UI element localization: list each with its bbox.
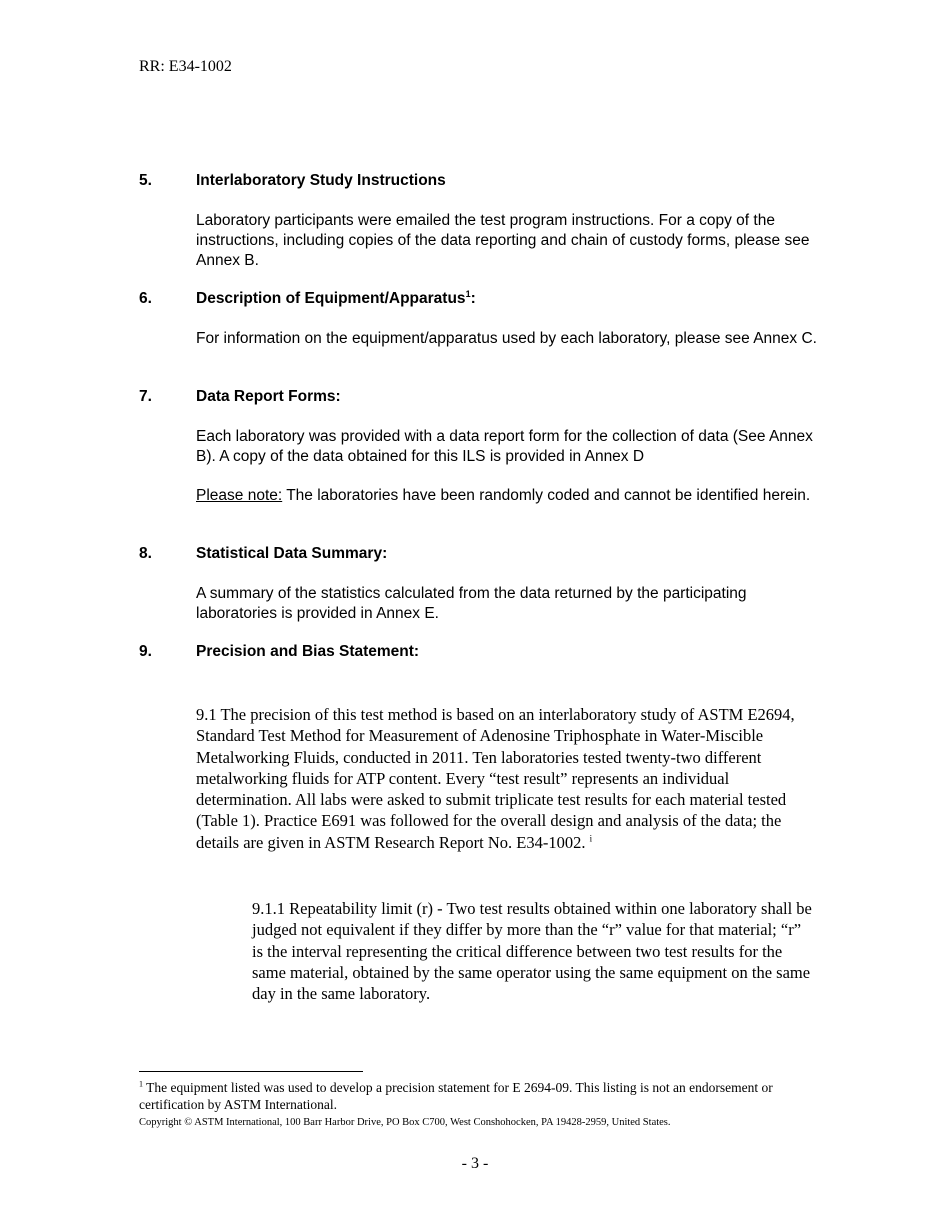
footnote-marker: 1 — [139, 1079, 143, 1089]
section-6-number: 6. — [139, 290, 152, 307]
footnote-separator — [139, 1071, 363, 1072]
footnote-1 — [139, 1079, 819, 1113]
section-6-title: Description of Equipment/Apparatus — [196, 290, 466, 307]
section-7-paragraph: Each laboratory was provided with a data report form for the collection of data (See Annex B). A copy of the data obtained for this ILS is provided in Annex D — [196, 428, 813, 465]
footnote-text: The equipment listed was used to develop a precision statement for E 2694-09. This listing is not an endorsement or certification by ASTM International. — [139, 1080, 773, 1112]
section-8-title: Statistical Data Summary: — [196, 545, 388, 562]
paragraph-9-1 — [196, 704, 814, 853]
section-9-title: Precision and Bias Statement: — [196, 643, 420, 660]
section-7-number: 7. — [139, 388, 152, 405]
section-7-note — [196, 486, 821, 506]
section-8-number: 8. — [139, 545, 152, 562]
section-5-title: Interlaboratory Study Instructions — [196, 172, 446, 189]
section-5-paragraph: Laboratory participants were emailed the test program instructions. For a copy of the instructions, including copies of the data reporting and chain of custody forms, please see Annex B. — [196, 212, 810, 269]
section-8-paragraph: A summary of the statistics calculated from the data returned by the participating laboratories is provided in Annex E. — [196, 585, 747, 622]
paragraph-9-1-1: 9.1.1 Repeatability limit (r) - Two test results obtained within one laboratory shall be judged not equivalent if they differ by more than the “r” value for that material; “r” is the interval representing the critical difference between two test results for the same material, obtained by the same operator using the same equipment on the same day in the same laboratory. — [252, 899, 812, 1004]
copyright-notice: Copyright © ASTM International, 100 Barr Harbor Drive, PO Box C700, West Conshohocken, PA 19428-2959, United States. — [139, 1117, 671, 1128]
page-number: - 3 - — [461, 1155, 489, 1172]
please-note-text: The laboratories have been randomly coded and cannot be identified herein. — [282, 487, 811, 504]
footnote-1-reference: 1 — [465, 288, 471, 299]
section-6-paragraph: For information on the equipment/apparatus used by each laboratory, please see Annex C. — [196, 330, 817, 347]
report-id-header: RR: E34-1002 — [139, 58, 232, 75]
section-7-title: Data Report Forms: — [196, 388, 341, 405]
paragraph-9-1-text: 9.1 The precision of this test method is based on an interlaboratory study of ASTM E2694, Standard Test Method for Measurement of Adenosine Triphosphate in Water-Miscible Metalworking Fluids, conducted in 2011. Ten laboratories tested twenty-two different metalworking fluids for ATP content. Every “test result” represents an individual determination. All labs were asked to submit triplicate test results for each material tested (Table 1). Practice E691 was followed for the overall design and analysis of the data; the details are given in ASTM Research Report No. E34-1002. — [196, 705, 795, 852]
section-5-number: 5. — [139, 172, 152, 189]
section-6-title-line — [196, 290, 476, 308]
please-note-label: Please note: — [196, 487, 283, 504]
section-6-title-suffix: : — [470, 290, 476, 307]
endnote-reference: i — [589, 833, 593, 844]
section-9-number: 9. — [139, 643, 152, 660]
